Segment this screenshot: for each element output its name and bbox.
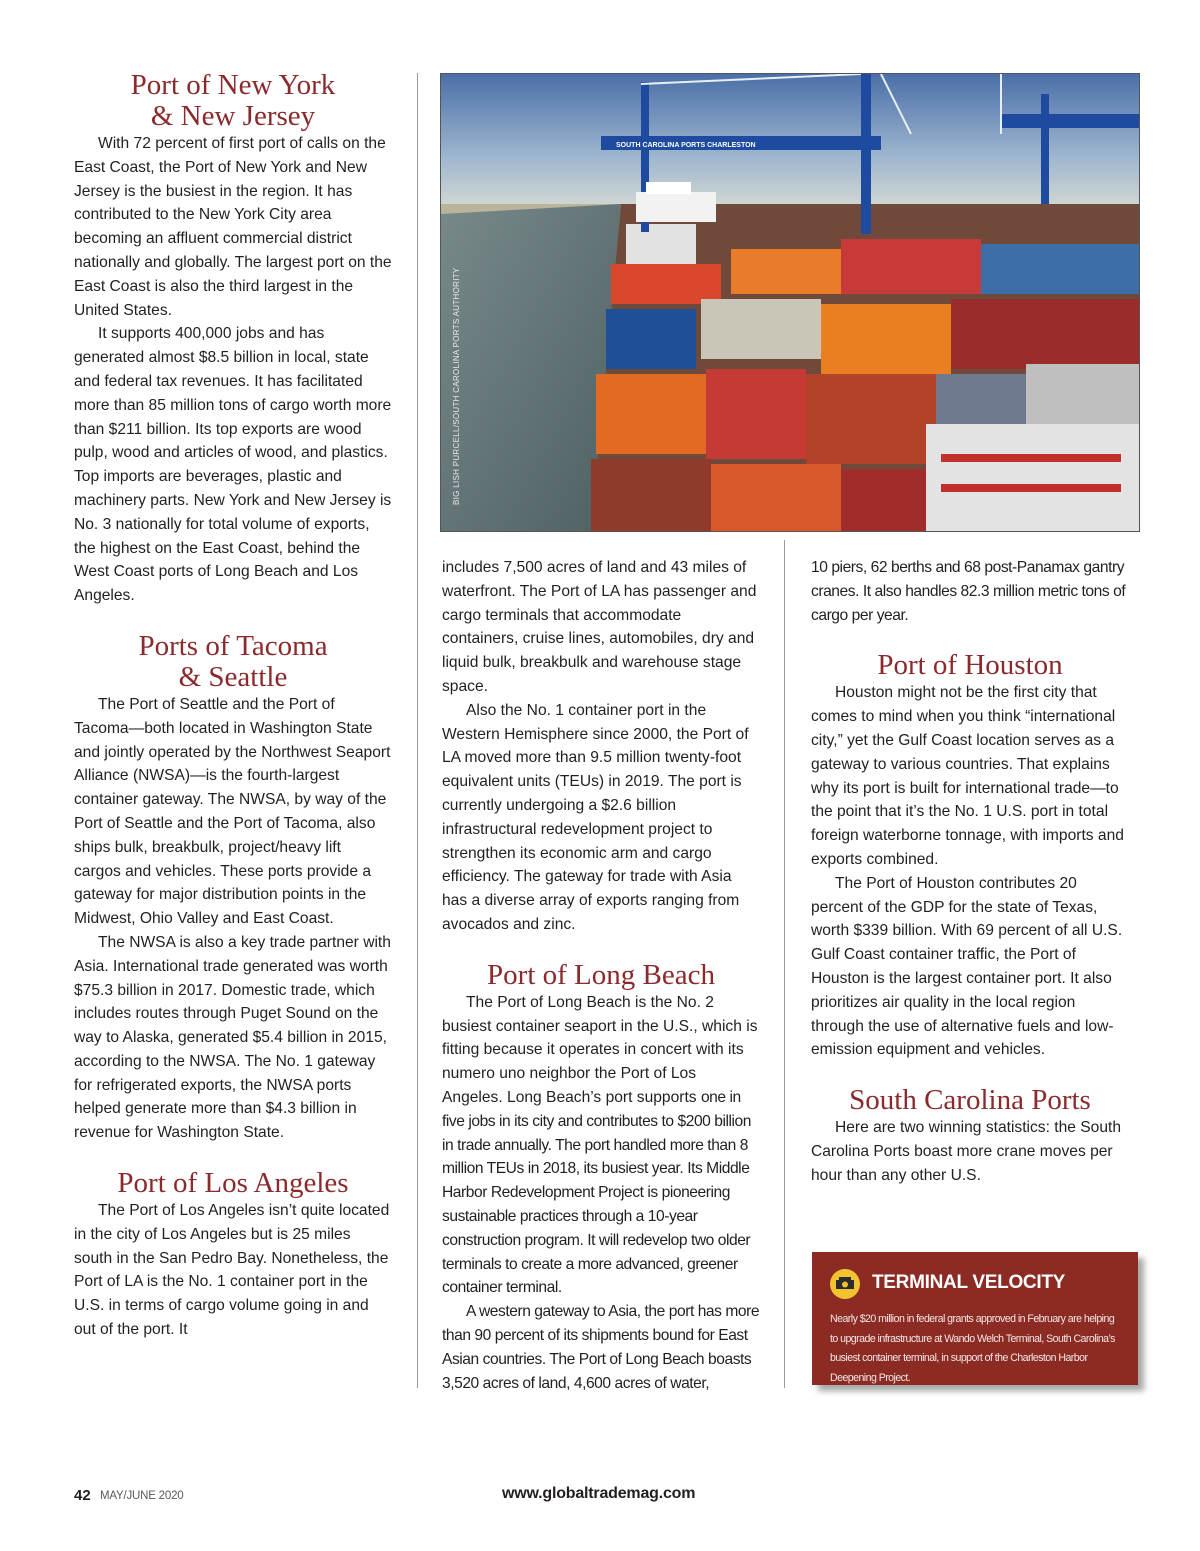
paragraph: The Port of Los Angeles isn’t quite located in the city of Los Angeles but is 25 miles south in the San Pedro Bay. Nonetheless, the Port of LA is the No. 1 container port in the U.S. in terms of cargo volume going in and out of the port. It: [74, 1202, 390, 1339]
column-rule: [784, 540, 785, 1388]
paragraph: The Port of Seattle and the Port of Tacoma—both located in Washington State and jointly operated by the Northwest Seaport Alliance (NWSA)—is the fourth-largest container gateway. The NWSA, by way of the Port of Seattle and the Port of Tacoma, also ships bulk, breakbulk, project/heavy lift cargos and vehicles. These ports provide a gateway for major distribution points in the Midwest, Ohio Valley and East Coast.: [74, 695, 391, 928]
paragraph: It supports 400,000 jobs and has generated almost $8.5 billion in local, state and federal tax revenues. It has facilitated more than 85 million tons of cargo worth more than $211 billion. Its top exports are wood pulp, wood and articles of wood, and plastics. Top imports are beverages, plastic and machinery parts. New York and New Jersey is No. 3 nationally for total volume of exports, the highest on the East Coast, behind the West Coast ports of Long Beach and Los Angeles.: [74, 325, 392, 605]
paragraph: The Port of Long Beach is the No. 2 busiest container seaport in the U.S., which is fitting because it operates in concert with its numero uno neighbor the Port of Los Angeles. Long Beach’s port supports one in five jobs in its city and contributes to $200 billion in trade annually. The port handled more than 8 million TEUs in 2018, its busiest year. Its Middle Harbor Redevelopment Project is pioneering sustainable practices through a 10-year construction program. It will redevelop two older terminals to create a more advanced, greener container terminal.: [442, 993, 758, 1297]
paragraph: The Port of Houston contributes 20 percent of the GDP for the state of Texas, worth $339 billion. With 69 percent of all U.S. Gulf Coast container traffic, the Port of Houston is the largest container port. It also prioritizes air quality in the local region through the use of alternative fuels and low-emission equipment and vehicles.: [811, 874, 1123, 1059]
column-3: [811, 556, 1129, 1188]
issue-date: MAY/JUNE 2020: [100, 1490, 184, 1502]
sidebar-title: TERMINAL VELOCITY: [872, 1272, 1065, 1293]
column-rule: [417, 73, 418, 1388]
website-url: www.globaltrademag.com: [502, 1485, 696, 1502]
heading-tacoma-seattle: Ports of Tacoma & Seattle: [138, 629, 328, 693]
svg-text:SOUTH CAROLINA PORTS CHARLESTO: SOUTH CAROLINA PORTS CHARLESTON: [616, 142, 756, 149]
heading-los-angeles: Port of Los Angeles: [117, 1167, 349, 1200]
column-2: [442, 556, 760, 1395]
paragraph: With 72 percent of first port of calls on the East Coast, the Port of New York and New Jersey is the busiest in the region. It has contributed to the New York City area becoming an affluent commercial district nationally and globally. The largest port on the East Coast is also the third largest in the United States.: [74, 135, 392, 319]
heading-long-beach: Port of Long Beach: [487, 958, 715, 991]
paragraph: Here are two winning statistics: the South Carolina Ports boast more crane moves per hour than any other U.S.: [811, 1119, 1122, 1184]
terminal-velocity-sidebar: [812, 1252, 1138, 1385]
paragraph: 10 piers, 62 berths and 68 post-Panamax gantry cranes. It also handles 82.3 million metric tons of cargo per year.: [811, 559, 1126, 624]
paragraph: Also the No. 1 container port in the Western Hemisphere since 2000, the Port of LA moved more than 9.5 million twenty-foot equivalent units (TEUs) in 2019. The port is currently undergoing a $2.6 billion infrastructural redevelopment project to strengthen its economic arm and cargo efficiency. The gateway for trade with Asia has a diverse array of exports ranging from avocados and zinc.: [442, 701, 749, 933]
photo-credit: BIG LISH PURCELL/SOUTH CAROLINA PORTS AUTHORITY: [452, 267, 461, 505]
paragraph: includes 7,500 acres of land and 43 miles of waterfront. The Port of LA has passenger and cargo terminals that accommodate containers, cruise lines, automobiles, dry and liquid bulk, breakbulk and warehouse stage space.: [442, 559, 757, 695]
heading-south-carolina: South Carolina Ports: [849, 1084, 1091, 1117]
column-1: [74, 70, 392, 1342]
heading-new-york: Port of New York & New Jersey: [130, 69, 336, 132]
paragraph: The NWSA is also a key trade partner with Asia. International trade generated was worth $75.3 billion in 2017. Domestic trade, which includes routes through Puget Sound on the way to Alaska, generated $5.4 billion in 2015, according to the NWSA. The No. 1 gateway for refrigerated exports, the NWSA ports helped generate more than $4.3 billion in revenue for Washington State.: [74, 933, 391, 1142]
page-number: 42: [74, 1487, 91, 1504]
sidebar-text: Nearly $20 million in federal grants approved in February are helping to upgrade infrastructure at Wando Welch Terminal, South Carolina’s busiest container terminal, in support of the Charleston Harbor Deepening Project.: [830, 1313, 1115, 1384]
crane-badge-icon: [830, 1269, 860, 1299]
container-ship-photo: [440, 73, 1140, 532]
heading-houston: Port of Houston: [877, 649, 1063, 682]
paragraph: Houston might not be the first city that comes to mind when you think “international city,” yet the Gulf Coast location serves as a gateway to various countries. That explains why its port is built for international trade—to the point that it’s the No. 1 U.S. port in total foreign waterborne tonnage, with imports and exports combined.: [811, 684, 1124, 868]
paragraph: A western gateway to Asia, the port has more than 90 percent of its shipments bound for East Asian countries. The Port of Long Beach boasts 3,520 acres of land, 4,600 acres of water,: [442, 1303, 760, 1392]
